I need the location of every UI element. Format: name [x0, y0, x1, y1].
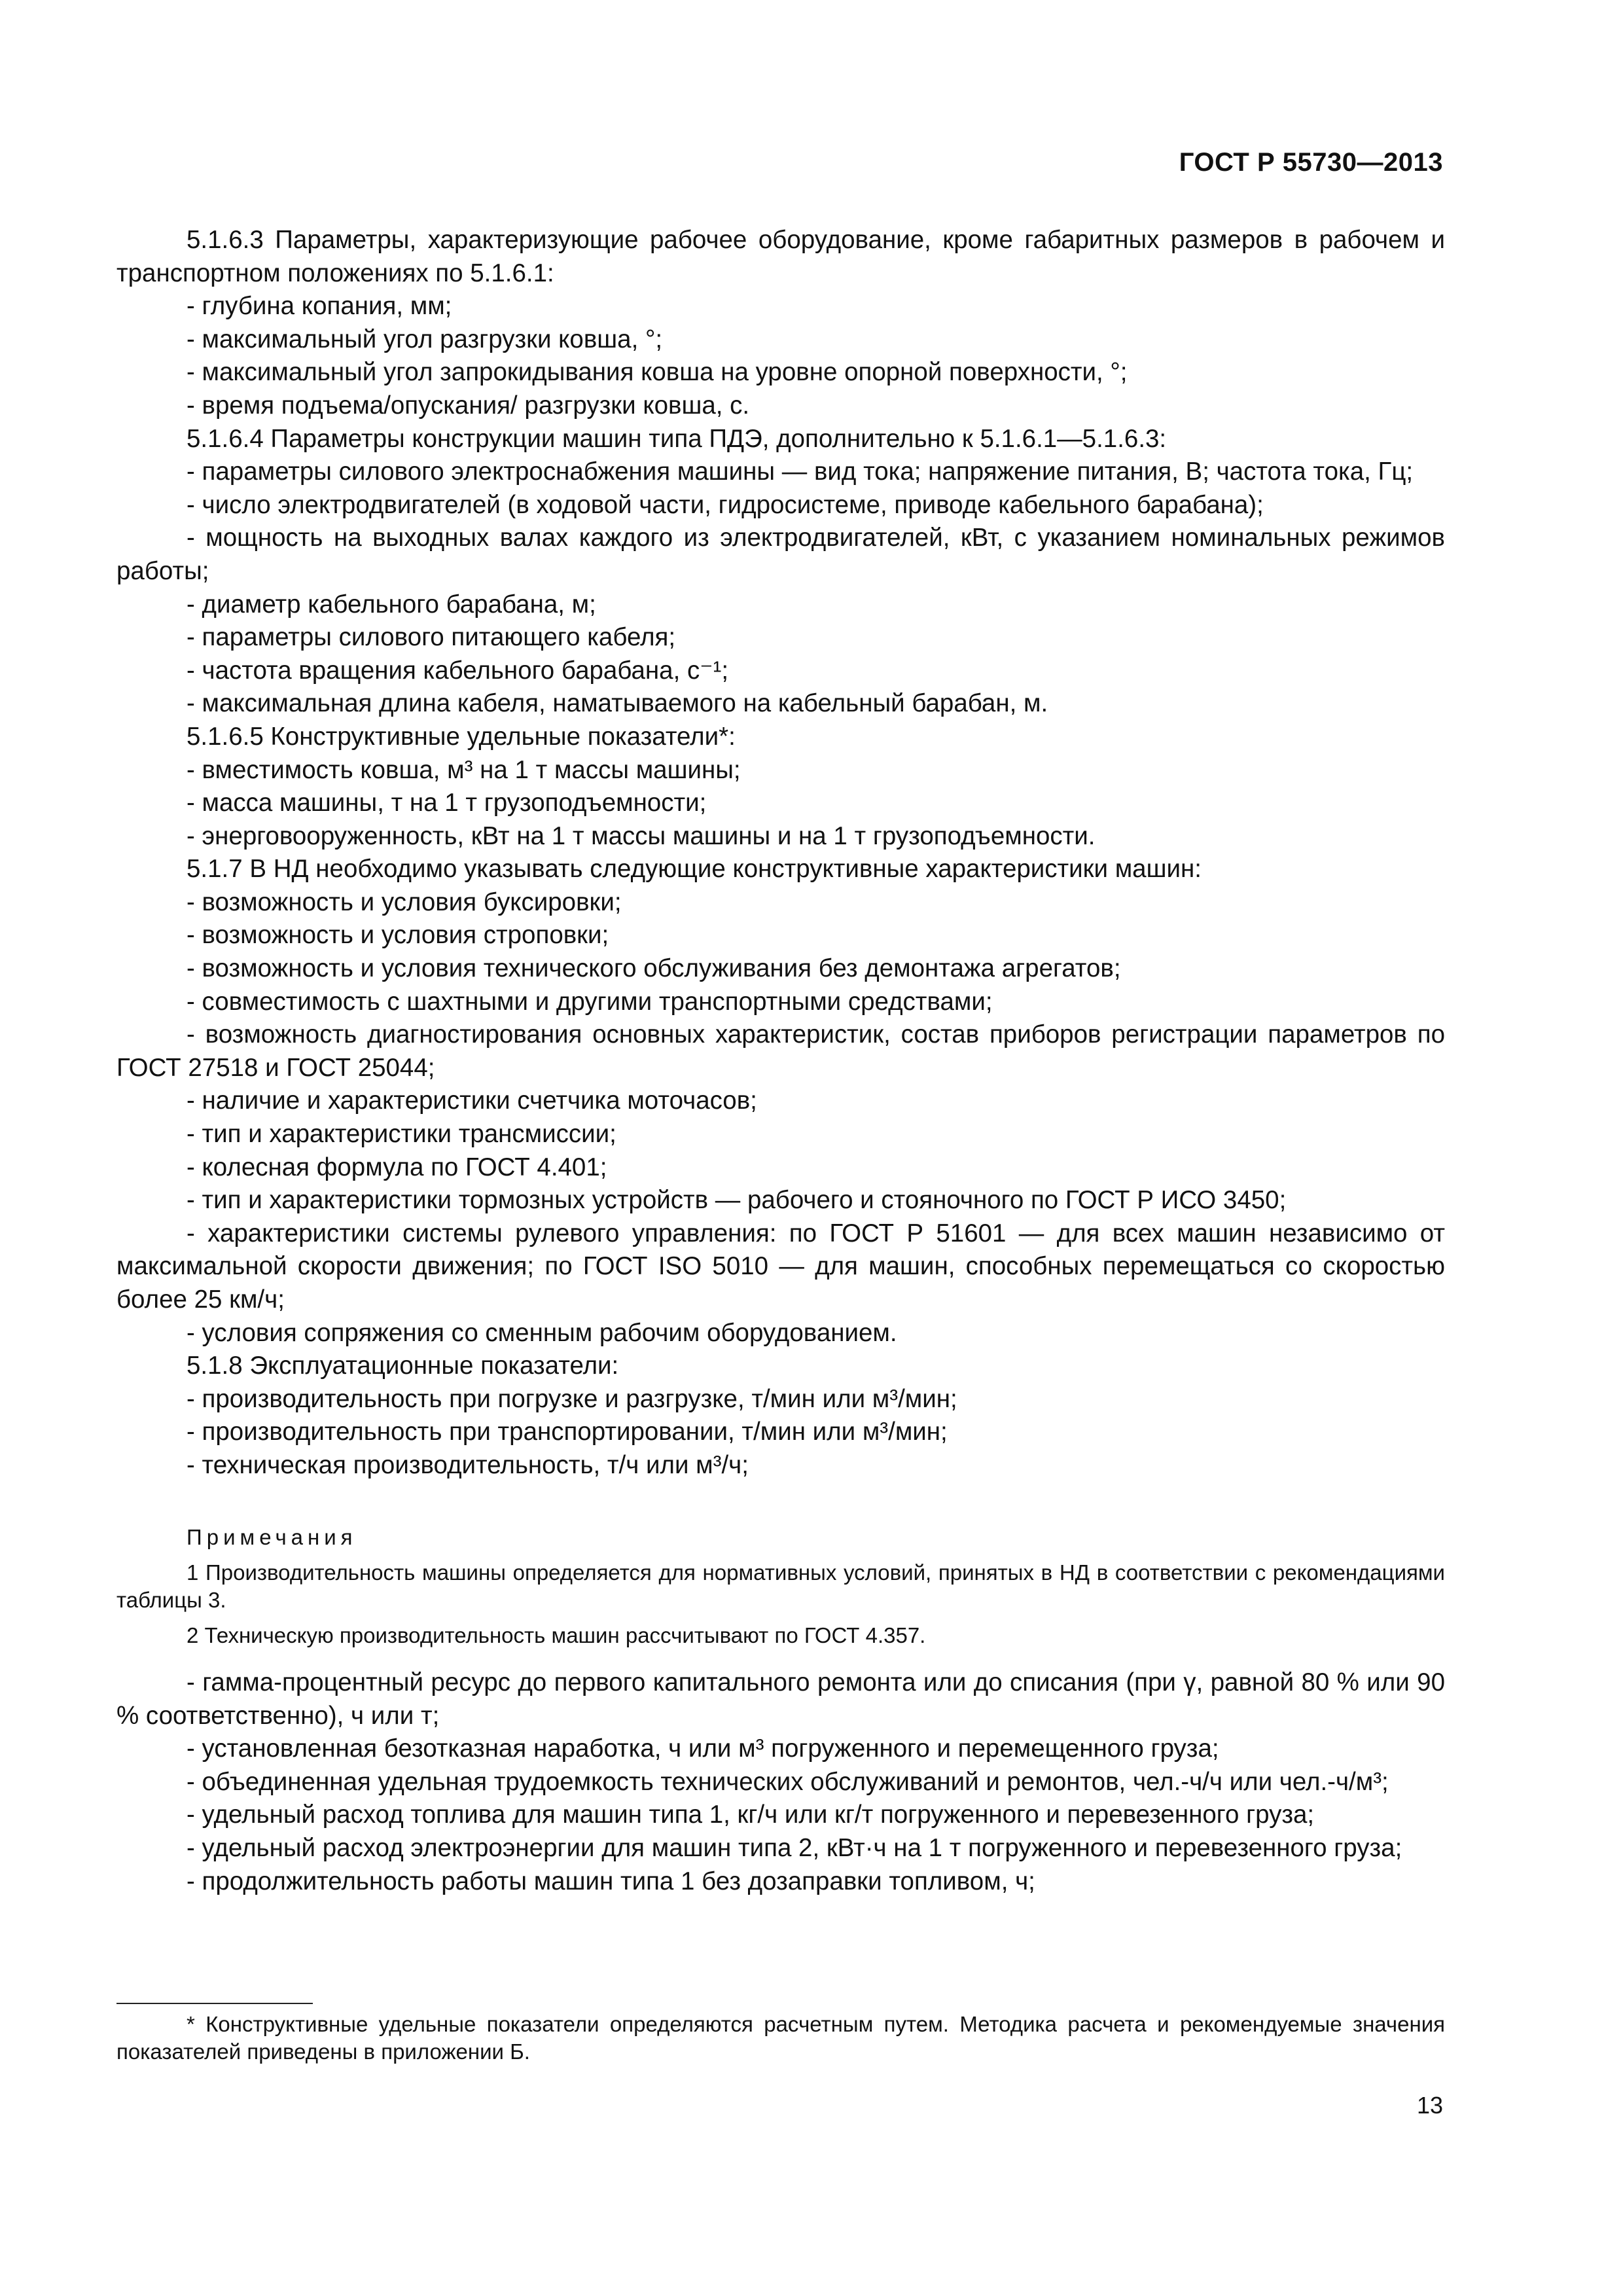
list-item: - удельный расход топлива для машин типа 1, кг/ч или кг/т погруженного и перевезенного груза;	[187, 1801, 1315, 1829]
list-item: - возможность и условия строповки;	[187, 921, 609, 950]
main-text-block	[116, 224, 1445, 1482]
paragraph: 5.1.6.3 Параметры, характеризующие рабочее оборудование, кроме габаритных размеров в рабочем и транспортном положениях по 5.1.6.1:	[116, 226, 1445, 287]
notes-block	[116, 1524, 1445, 1649]
list-item: - тип и характеристики тормозных устройств — рабочего и стояночного по ГОСТ Р ИСО 3450;	[187, 1186, 1287, 1215]
list-item: - энерговооруженность, кВт на 1 т массы машины и на 1 т грузоподъемности.	[187, 821, 1096, 850]
list-item: - максимальный угол разгрузки ковша, °;	[187, 325, 663, 353]
list-item: - максимальный угол запрокидывания ковша на уровне опорной поверхности, °;	[187, 358, 1128, 387]
list-item: - объединенная удельная трудоемкость технических обслуживаний и ремонтов, чел.-ч/ч или чел.-ч/м³;	[187, 1767, 1389, 1796]
list-item: - максимальная длина кабеля, наматываемого на кабельный барабан, м.	[187, 689, 1048, 718]
list-item: - условия сопряжения со сменным рабочим оборудованием.	[187, 1318, 897, 1347]
list-item: - установленная безотказная наработка, ч или м³ погруженного и перемещенного груза;	[187, 1734, 1219, 1763]
paragraph: 5.1.6.4 Параметры конструкции машин типа ПДЭ, дополнительно к 5.1.6.1—5.1.6.3:	[187, 424, 1167, 453]
footnote-divider	[116, 2003, 313, 2004]
list-item: - тип и характеристики трансмиссии;	[187, 1120, 616, 1149]
list-item: - удельный расход электроэнергии для машин типа 2, кВт·ч на 1 т погруженного и перевезенного груза;	[187, 1833, 1402, 1862]
list-item: - продолжительность работы машин типа 1 без дозаправки топливом, ч;	[187, 1867, 1035, 1895]
footnote-block	[116, 2011, 1445, 2066]
notes-title: Примечания	[187, 1525, 357, 1549]
note-item: 1 Производительность машины определяется для нормативных условий, принятых в НД в соответствии с рекомендациями таблицы 3.	[116, 1560, 1445, 1612]
list-item: - гамма-процентный ресурс до первого капитального ремонта или до списания (при γ, равной 80 % или 90 % соответственно), ч или т;	[116, 1668, 1445, 1730]
list-item: - возможность и условия технического обслуживания без демонтажа агрегатов;	[187, 954, 1121, 983]
paragraph: 5.1.6.5 Конструктивные удельные показатели*:	[187, 722, 736, 751]
list-item: - масса машины, т на 1 т грузоподъемности;	[187, 789, 707, 817]
list-item: - производительность при погрузке и разгрузке, т/мин или м³/мин;	[187, 1384, 957, 1413]
list-item: - совместимость с шахтными и другими транспортными средствами;	[187, 987, 993, 1016]
list-item: - наличие и характеристики счетчика моточасов;	[187, 1086, 757, 1115]
list-item: - диаметр кабельного барабана, м;	[187, 590, 596, 619]
footnote-text: * Конструктивные удельные показатели определяются расчетным путем. Методика расчета и рекомендуемые значения показателей приведены в приложении Б.	[116, 2012, 1445, 2064]
page-number: 13	[1416, 2092, 1443, 2119]
paragraph: 5.1.8 Эксплуатационные показатели:	[187, 1352, 619, 1380]
list-item: - колесная формула по ГОСТ 4.401;	[187, 1153, 607, 1181]
list-item: - частота вращения кабельного барабана, с⁻¹;	[187, 656, 729, 685]
list-item: - вместимость ковша, м³ на 1 т массы машины;	[187, 755, 741, 784]
list-item: - возможность и условия буксировки;	[187, 888, 622, 916]
list-item: - производительность при транспортировании, т/мин или м³/мин;	[187, 1418, 948, 1446]
list-item: - параметры силового электроснабжения машины — вид тока; напряжение питания, В; частота тока, Гц;	[187, 457, 1414, 486]
list-item: - мощность на выходных валах каждого из электродвигателей, кВт, с указанием номинальных режимов работы;	[116, 524, 1445, 585]
list-item: - число электродвигателей (в ходовой части, гидросистеме, приводе кабельного барабана);	[187, 490, 1264, 519]
list-item: - техническая производительность, т/ч или м³/ч;	[187, 1450, 749, 1479]
list-item: - время подъема/опускания/ разгрузки ковша, с.	[187, 391, 750, 420]
list-item: - характеристики системы рулевого управления: по ГОСТ Р 51601 — для всех машин независимо от максимальной скорости движения; по ГОСТ ISO 5010 — для машин, способных перемещаться со скоростью более 25 км/ч;	[116, 1219, 1445, 1314]
continued-text-block	[116, 1666, 1445, 1898]
paragraph: 5.1.7 В НД необходимо указывать следующие конструктивные характеристики машин:	[187, 855, 1202, 884]
list-item: - глубина копания, мм;	[187, 292, 452, 321]
list-item: - параметры силового питающего кабеля;	[187, 623, 676, 652]
note-item: 2 Техническую производительность машин рассчитывают по ГОСТ 4.357.	[187, 1623, 926, 1647]
list-item: - возможность диагностирования основных характеристик, состав приборов регистрации параметров по ГОСТ 27518 и ГОСТ 25044;	[116, 1020, 1445, 1082]
document-header: ГОСТ Р 55730—2013	[1179, 148, 1443, 177]
